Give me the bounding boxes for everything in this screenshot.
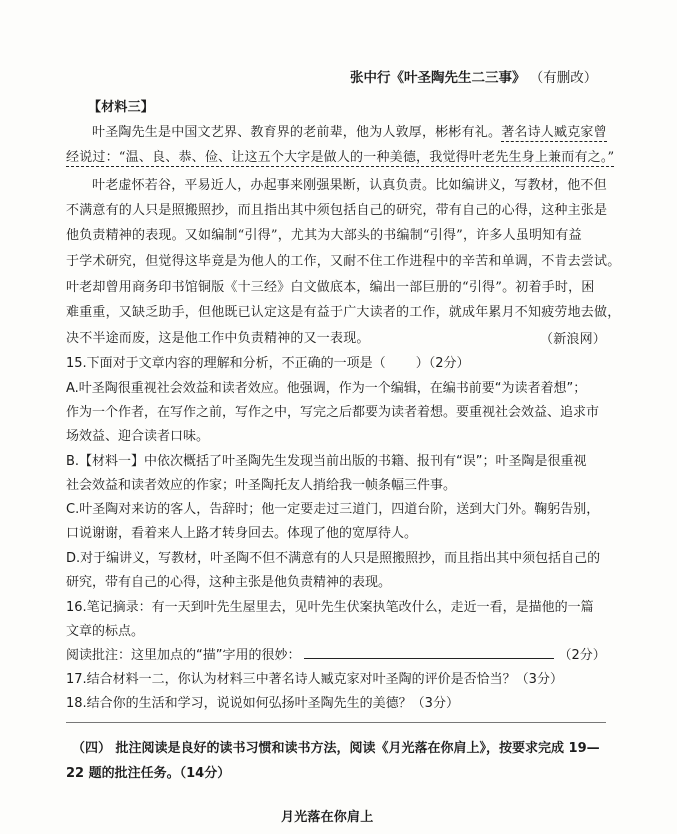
q15-option-a: A.叶圣陶很重视社会效益和读者效应。他强调，作为一个编辑，在编书前要“为读者着想”； [66, 381, 587, 396]
q16-annotation-suffix: （2分） [558, 648, 606, 663]
material3-p2-line: 于学术研究，但觉得这毕竟是为他人的工作，又耐不住工作进程中的辛苦和单调，不肯去尝试。 [66, 254, 621, 269]
q15-stem [66, 352, 469, 371]
q16-answer-line[interactable] [304, 658, 554, 659]
q15-option-a: 作为一个作者，在写作之前，写作之中，写完之后都要为读者着想。要重视社会效益、追求市 [66, 405, 600, 420]
q15-option-d: D.对于编讲义，写教材，叶圣陶不但不满意有的人只是照搬照抄，而且指出其中须包括自己的 [66, 551, 601, 566]
source-note: （有删改） [529, 70, 598, 86]
p1-underlined-text: 著名诗人臧克家曾 [501, 125, 607, 140]
next-article-title: 月光落在你肩上 [281, 810, 374, 825]
section-divider [66, 722, 606, 723]
q17-stem: 17.结合材料一二，你认为材料三中著名诗人臧克家对叶圣陶的评价是否恰当？（3分） [66, 672, 563, 687]
source-citation [350, 66, 597, 86]
material3-p2-line: 他负责精神的表现。又如编制“引得”，尤其为大部头的书编制“引得”，许多人虽明知有益 [66, 228, 582, 243]
p1-underlined-quote: 经说过：“温、良、恭、俭、让这五个大字是做人的一种美德，我觉得叶老先生身上兼而有之。” [66, 150, 615, 165]
q15-option-b: 社会效益和读者效应的作家；叶圣陶托友人捎给我一帧条幅三件事。 [66, 478, 457, 493]
section4-instruction: （四） 批注阅读是良好的读书习惯和读书方法，阅读《月光落在你肩上》，按要求完成 19— [72, 741, 600, 756]
material3-p2-line: 叶老却曾用商务印书馆铜版《十三经》白文做底本，编出一部巨册的“引得”。初着手时，困 [66, 280, 595, 295]
q15-option-c: 口说谢谢，看着来人上路才转身回去。体现了他的宽厚待人。 [66, 526, 418, 541]
q15-option-c: C.叶圣陶对来访的客人，告辞时；他一定要走过三道门，四道台阶，送到大门外。鞠躬告别， [66, 502, 600, 517]
material3-p2-line: 叶老虚怀若谷，平易近人，办起事来刚强果断，认真负责。比如编讲义，写教材，他不但 [92, 178, 607, 193]
material3-heading: 【材料三】 [88, 100, 155, 115]
q15-option-a: 场效益、迎合读者口味。 [66, 429, 210, 444]
section4-instruction: 22 题的批注任务。（14分） [66, 766, 231, 781]
p1-plain-text: 叶圣陶先生是中国文艺界、教育界的老前辈，他为人敦厚，彬彬有礼。 [92, 125, 502, 140]
material3-p1-line1 [92, 121, 607, 140]
q18-stem: 18.结合你的生活和学习，说说如何弘扬叶圣陶先生的美德？（3分） [66, 696, 459, 711]
q16-annotation [66, 644, 606, 663]
q16-stem: 16.笔记摘录：有一天到叶先生屋里去，见叶先生伏案执笔改什么，走近一看，是描他的一篇 [66, 600, 594, 615]
q15-option-d: 研究，带有自己的心得，这种主张是他负责精神的表现。 [66, 575, 392, 590]
material3-source: （新浪网） [540, 332, 607, 347]
material3-p2-line: 不满意有的人只是照搬照抄，而且指出其中须包括自己的研究，带有自己的心得，这种主张是 [66, 203, 608, 218]
q16-stem: 文章的标点。 [66, 624, 145, 639]
q15-stem-prefix: 15.下面对于文章内容的理解和分析，不正确的一项是（ [66, 356, 386, 371]
source-author: 张中行《叶圣陶先生二三事》 [350, 70, 526, 86]
material3-p1-line2 [66, 146, 614, 165]
material3-p2-line: 难重重，又缺乏助手，但他既已认定这是有益于广大读者的工作，就成年累月不知疲劳地去做， [66, 305, 621, 320]
material3-p2-line: 决不半途而废，这是他工作中负责精神的又一表现。 [66, 331, 370, 346]
q15-stem-suffix: ）（2分） [415, 356, 470, 371]
q15-option-b: B.【材料一】中依次概括了叶圣陶先生发现当前出版的书籍、报刊有“误”；叶圣陶是很重视 [66, 454, 587, 469]
q16-annotation-prefix: 阅读批注：这里加点的“描”字用的很妙： [66, 648, 301, 663]
